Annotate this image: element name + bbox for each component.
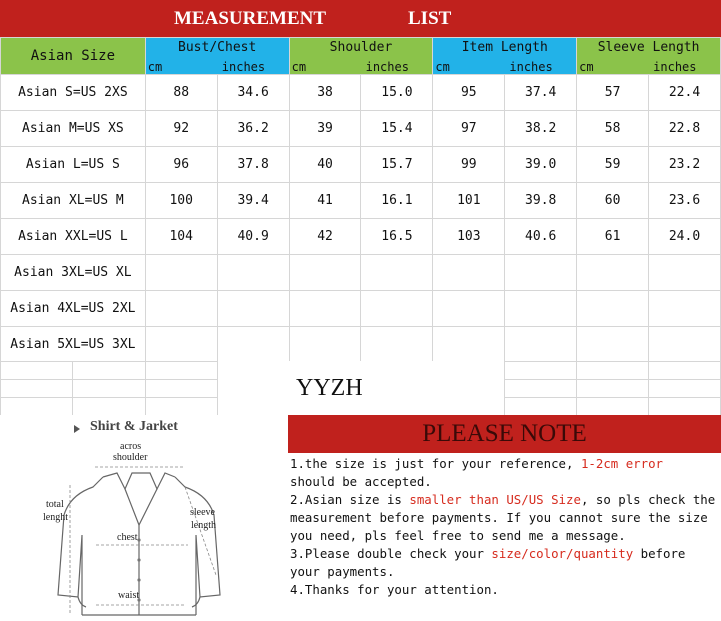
group-title: Shoulder	[329, 40, 393, 55]
shirt-diagram	[0, 415, 288, 621]
note-line-3: 3.Please double check your size/color/quantity before your payments.	[290, 546, 686, 579]
measurement-cell: 15.7	[361, 147, 433, 183]
size-table	[0, 37, 721, 363]
table-row	[1, 327, 721, 363]
group-header-sleeve-length	[577, 38, 721, 75]
measurement-cell: 97	[433, 111, 505, 147]
measurement-cell: 15.0	[361, 75, 433, 111]
measurement-cell: 16.5	[361, 219, 433, 255]
group-header-item-length	[433, 38, 577, 75]
measurement-cell: 101	[433, 183, 505, 219]
measurement-cell: 103	[433, 219, 505, 255]
unit-inches: inches	[509, 60, 553, 74]
table-row	[1, 291, 721, 327]
group-title: Sleeve Length	[597, 40, 700, 55]
group-header-bust	[145, 38, 289, 75]
measurement-cell	[145, 291, 217, 327]
group-title: Bust/Chest	[178, 40, 257, 55]
unit-cm: cm	[435, 60, 450, 74]
table-row	[1, 111, 721, 147]
measurement-cell: 40.6	[505, 219, 577, 255]
measurement-cell: 34.6	[217, 75, 289, 111]
measurement-cell	[577, 255, 649, 291]
measurement-cell: 24.0	[649, 219, 721, 255]
measurement-cell: 42	[289, 219, 361, 255]
size-column-header: Asian Size	[1, 38, 146, 75]
measurement-cell: 104	[145, 219, 217, 255]
measurement-cell: 99	[433, 147, 505, 183]
measurement-cell: 38	[289, 75, 361, 111]
measurement-cell	[361, 327, 433, 363]
measurement-cell: 22.8	[649, 111, 721, 147]
measurement-cell	[217, 327, 289, 363]
table-row	[1, 219, 721, 255]
title-measurement: MEASUREMENT	[174, 8, 327, 29]
measurement-cell	[577, 327, 649, 363]
measurement-cell: 37.8	[217, 147, 289, 183]
unit-inches: inches	[653, 60, 697, 74]
size-cell: Asian 4XL=US 2XL	[1, 291, 146, 327]
table-header-row	[1, 38, 721, 75]
measurement-cell: 37.4	[505, 75, 577, 111]
measurement-cell	[433, 291, 505, 327]
across-label: acros	[120, 441, 142, 452]
measurement-cell	[289, 327, 361, 363]
measurement-cell	[433, 255, 505, 291]
measurement-cell: 88	[145, 75, 217, 111]
measurement-cell: 40	[289, 147, 361, 183]
measurement-cell: 38.2	[505, 111, 577, 147]
measurement-cell: 58	[577, 111, 649, 147]
measurement-cell: 41	[289, 183, 361, 219]
measurement-cell: 23.6	[649, 183, 721, 219]
group-header-shoulder	[289, 38, 433, 75]
title-list: LIST	[408, 8, 452, 29]
measurement-cell: 61	[577, 219, 649, 255]
table-row	[1, 75, 721, 111]
measurement-cell	[217, 255, 289, 291]
measurement-cell: 95	[433, 75, 505, 111]
measurement-cell: 23.2	[649, 147, 721, 183]
measurement-cell	[289, 255, 361, 291]
sleeve-length-label: length	[191, 520, 216, 531]
size-cell: Asian S=US 2XS	[1, 75, 146, 111]
waist-label: waist	[118, 590, 140, 601]
measurement-cell	[505, 291, 577, 327]
measurement-cell: 22.4	[649, 75, 721, 111]
group-title: Item Length	[461, 40, 548, 55]
measurement-cell	[649, 291, 721, 327]
measurement-cell	[361, 255, 433, 291]
brand-name: YYZH	[296, 375, 363, 401]
table-row	[1, 147, 721, 183]
unit-inches: inches	[365, 60, 409, 74]
title-bar	[0, 0, 721, 37]
total-length-label: lenght	[43, 512, 68, 523]
table-row	[1, 183, 721, 219]
measurement-cell	[361, 291, 433, 327]
measurement-cell: 15.4	[361, 111, 433, 147]
please-note-heading: PLEASE NOTE	[288, 415, 721, 453]
note-line-1: 1.the size is just for your reference, 1-2cm error	[290, 456, 663, 471]
note-body	[290, 455, 718, 599]
measurement-cell: 36.2	[217, 111, 289, 147]
measurement-cell: 39.8	[505, 183, 577, 219]
measurement-cell: 16.1	[361, 183, 433, 219]
measurement-cell: 100	[145, 183, 217, 219]
measurement-cell: 92	[145, 111, 217, 147]
measurement-cell	[577, 291, 649, 327]
measurement-cell	[145, 255, 217, 291]
measurement-cell: 59	[577, 147, 649, 183]
chest-label: chest	[117, 532, 138, 543]
measurement-cell: 60	[577, 183, 649, 219]
measurement-cell	[505, 327, 577, 363]
total-label: total	[46, 499, 64, 510]
unit-cm: cm	[579, 60, 594, 74]
size-cell: Asian M=US XS	[1, 111, 146, 147]
unit-inches: inches	[221, 60, 266, 74]
size-cell: Asian 5XL=US 3XL	[1, 327, 146, 363]
note-line-1-cont: should be accepted.	[290, 474, 432, 489]
measurement-cell: 39.0	[505, 147, 577, 183]
measurement-cell	[145, 327, 217, 363]
measurement-cell: 96	[145, 147, 217, 183]
sleeve-label: sleeve	[190, 507, 215, 518]
measurement-cell: 39.4	[217, 183, 289, 219]
size-cell: Asian 3XL=US XL	[1, 255, 146, 291]
note-line-2: 2.Asian size is smaller than US/US Size, so pls check the measurement before payments. If you cannot sure the size you need, pls feel free to send me a message.	[290, 492, 716, 543]
unit-cm: cm	[291, 60, 307, 74]
measurement-cell	[649, 327, 721, 363]
size-cell: Asian XXL=US L	[1, 219, 146, 255]
size-cell: Asian L=US S	[1, 147, 146, 183]
measurement-cell	[505, 255, 577, 291]
measurement-cell	[649, 255, 721, 291]
table-row	[1, 255, 721, 291]
measurement-cell	[289, 291, 361, 327]
diagram-title: Shirt & Jarket	[90, 419, 178, 434]
size-cell: Asian XL=US M	[1, 183, 146, 219]
measurement-cell: 39	[289, 111, 361, 147]
shoulder-label: shoulder	[113, 452, 148, 463]
measurement-cell: 57	[577, 75, 649, 111]
note-line-4: 4.Thanks for your attention.	[290, 582, 499, 597]
unit-cm: cm	[147, 60, 163, 74]
measurement-cell	[217, 291, 289, 327]
measurement-cell: 40.9	[217, 219, 289, 255]
measurement-cell	[433, 327, 505, 363]
